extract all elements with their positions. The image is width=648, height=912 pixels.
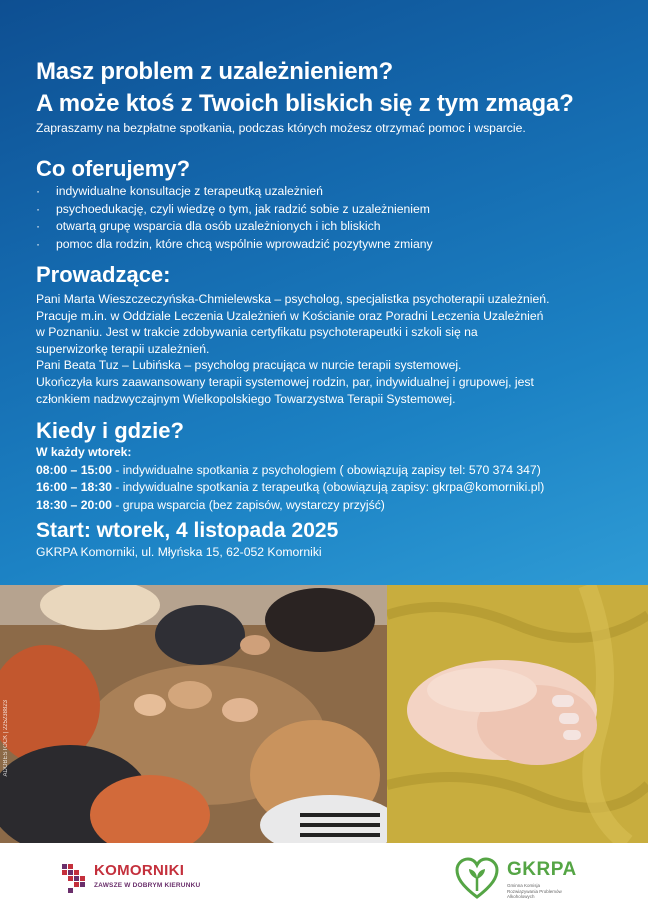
- offer-item: · pomoc dla rodzin, które chcą wspólnie wprowadzić pozytywne zmiany: [36, 236, 433, 254]
- gkrpa-logo-name: GKRPA: [507, 859, 577, 880]
- schedule-row: [36, 479, 544, 497]
- start-date: Start: wtorek, 4 listopada 2025: [36, 519, 339, 542]
- offer-item: · psychoedukację, czyli wiedzę o tym, jak radzić sobie z uzależnieniem: [36, 201, 433, 219]
- headline-question: Masz problem z uzależnieniem?: [36, 58, 393, 85]
- schedule-row: [36, 497, 544, 515]
- schedule-desc: - indywidualne spotkania z terapeutką (obowiązują zapisy: gkrpa@komorniki.pl): [111, 480, 545, 494]
- offer-list: [36, 183, 433, 253]
- offer-heading: Co oferujemy?: [36, 156, 191, 181]
- schedule-block: [36, 444, 544, 514]
- komorniki-logo: [60, 860, 260, 904]
- lead-text: Zapraszamy na bezpłatne spotkania, podczas których możesz otrzymać pomoc i wsparcie.: [36, 121, 526, 135]
- schedule-row: [36, 462, 544, 480]
- schedule-heading: Kiedy i gdzie?: [36, 418, 184, 443]
- offer-item: · otwartą grupę wsparcia dla osób uzależnionych i ich bliskich: [36, 218, 433, 236]
- bullet: ·: [36, 184, 41, 198]
- offer-item: · indywidualne konsultacje z terapeutką uzależnień: [36, 183, 433, 201]
- komorniki-logo-slogan: ZAWSZE W DOBRYM KIERUNKU: [94, 882, 201, 889]
- hosts-line: superwizorkę terapii uzależnień.: [36, 341, 210, 356]
- gkrpa-logo: [455, 855, 615, 905]
- gkrpa-logo-subtitle: Gminna Komisja Rozwiązywania Problemów Alkoholowych: [507, 883, 562, 899]
- komorniki-pixel-icon: [60, 860, 90, 896]
- hosts-line: członkiem nadzwyczajnym Wielkopolskiego Towarzystwa Terapii Systemowej.: [36, 391, 456, 406]
- schedule-day: W każdy wtorek:: [36, 445, 132, 459]
- bullet: ·: [36, 219, 41, 233]
- komorniki-logo-name: KOMORNIKI: [94, 862, 185, 879]
- schedule-desc: - indywidualne spotkania z psychologiem ( obowiązują zapisy tel: 570 374 347): [111, 462, 541, 477]
- schedule-time: 18:30 – 20:00: [36, 497, 112, 512]
- headline-subquestion: A może ktoś z Twoich bliskich się z tym zmaga?: [36, 90, 574, 117]
- footer: [0, 843, 648, 912]
- bullet: ·: [36, 201, 41, 216]
- hosts-description: [36, 291, 616, 407]
- heart-sprout-icon: [455, 857, 499, 901]
- hosts-line: Pani Marta Wieszczeczyńska-Chmielewska – psycholog, specjalistka psychoterapii uzależnień.: [36, 292, 550, 306]
- bullet: ·: [36, 236, 41, 251]
- hands-photo: [387, 585, 648, 843]
- hosts-line: Pani Beata Tuz – Lubińska – psycholog pracująca w nurcie terapii systemowej.: [36, 358, 462, 373]
- photo-credit: ADOBESTOCK | 225238823: [3, 700, 9, 777]
- hosts-line: w Poznaniu. Jest w trakcie zdobywania certyfikatu psychoterapeutki i szkoli się na: [36, 325, 478, 340]
- schedule-time: 16:00 – 18:30: [36, 480, 112, 494]
- schedule-time: 08:00 – 15:00: [36, 462, 112, 477]
- address: GKRPA Komorniki, ul. Młyńska 15, 62-052 Komorniki: [36, 545, 322, 559]
- hosts-line: Pracuje m.in. w Oddziale Leczenia Uzależnień w Kościanie oraz Poradni Leczenia Uzależnień: [36, 308, 544, 323]
- hosts-line: Ukończyła kurs zaawansowany terapii systemowej rodzin, par, indywidualnej i grupowej, jest: [36, 374, 534, 389]
- hosts-heading: Prowadzące:: [36, 262, 171, 287]
- group-support-photo: [0, 585, 387, 843]
- schedule-desc: - grupa wsparcia (bez zapisów, wystarczy przyjść): [111, 497, 385, 512]
